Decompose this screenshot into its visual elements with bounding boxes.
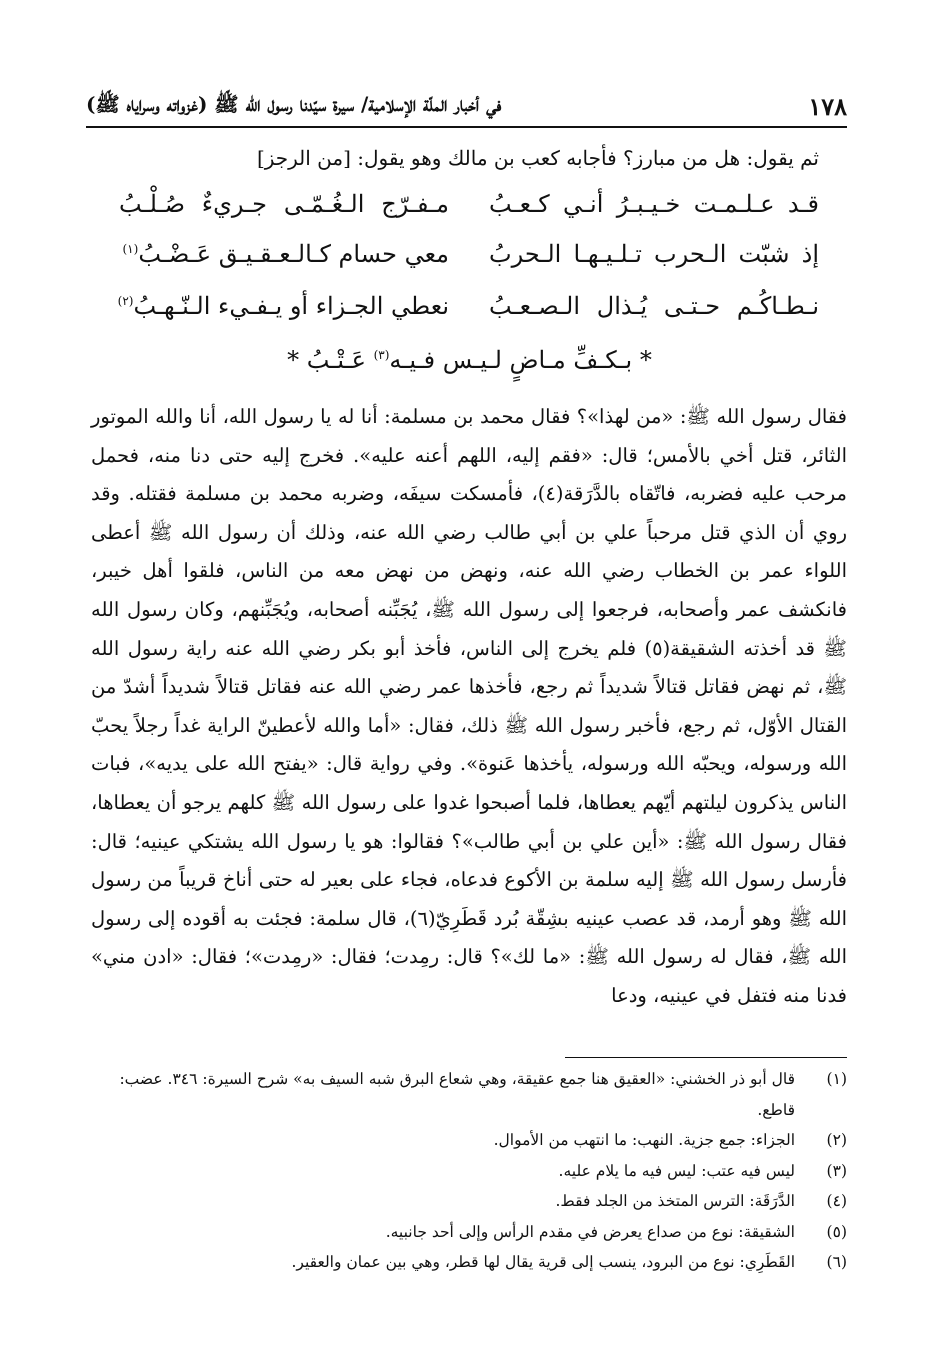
footnote-item <box>87 1064 847 1125</box>
closing-line-start: * بـكـفِّ مـاضٍ لـيـس فـيـه <box>389 346 652 374</box>
footnote-text: القَطَرِي: نوع من البرود، ينسب إلى قرية يقال لها قطر، وهي بين عمان والعقير. <box>291 1253 795 1271</box>
footnote-marker: (١) <box>122 242 139 256</box>
closing-line-end: عَـتْـبُ * <box>287 346 374 374</box>
footnote-number: (١) <box>826 1070 847 1088</box>
footnote-item <box>87 1156 847 1187</box>
main-text <box>91 398 847 1016</box>
verse-second-hemistich: مـفـرّج الـغُـمّـى جـريءٌ صُـلْـبُ <box>119 190 449 218</box>
footnote-marker: (٣) <box>373 348 390 362</box>
running-title: في أخبار الملّة الإسلامية/ سيرة سيّدنا رسول الله ﷺ (غزواته وسراياه ﷺ) <box>86 91 502 116</box>
verse-first-hemistich: نـطـاكُـم حـتـى يُـذال الـصـعـبُ <box>489 292 819 320</box>
verse-first-hemistich: قـد عـلـمـت خـيـبـرُ أنـي كـعـبُ <box>489 190 819 218</box>
poem-verse <box>119 190 819 234</box>
footnote-number: (٢) <box>826 1131 847 1149</box>
poem-verse <box>119 292 819 336</box>
footnote-number: (٤) <box>826 1192 847 1210</box>
footnotes <box>87 1064 847 1278</box>
poem-closing-line <box>0 346 939 374</box>
footnote-item <box>87 1186 847 1217</box>
poem-verse <box>119 240 819 284</box>
footnote-item <box>87 1217 847 1248</box>
body-paragraph: فقال رسول الله ﷺ: «من لهذا»؟ فقال محمد بن مسلمة: أنا له يا رسول الله، أنا والله الموتور الثائر، قتل أخي بالأمس؛ قال: «فقم إليه، اللهم أعنه عليه». فخرج إليه حتى دنا منه، فحمل مرحب عليه فضربه، فاتّقاه بالدَّرَقة(٤)، فأمسكت سيفَه، وضربه محمد بن مسلمة فقتله. وقد روي أن الذي قتل مرحباً علي بن أبي طالب رضي الله عنه، وذلك أن رسول الله ﷺ أعطى اللواء عمر بن الخطاب رضي الله عنه، ونهض من نهض معه من الناس، فلقوا أهل خيبر، فانكشف عمر وأصحابه، فرجعوا إلى رسول الله ﷺ، يُجَبِّنه أصحابه، ويُجَبِّنهم، وكان رسول الله ﷺ قد أخذته الشقيقة(٥) فلم يخرج إلى الناس، فأخذ أبو بكر رضي الله عنه راية رسول الله ﷺ، ثم نهض فقاتل قتالاً شديداً ثم رجع، فأخذها عمر رضي الله عنه فقاتل قتالاً شديداً أشدّ من القتال الأوّل، ثم رجع، فأخبر رسول الله ﷺ ذلك، فقال: «أما والله لأعطينّ الراية غداً رجلاً يحبّ الله ورسوله، ويحبّه الله ورسوله، يأخذها عَنوة». وفي رواية قال: «يفتح الله على يديه»، فبات الناس يذكرون ليلتهم أيّهم يعطاها، فلما أصبحوا غدوا على رسول الله ﷺ كلهم يرجو أن يعطاها، فقال رسول الله ﷺ: «أين علي بن أبي طالب»؟ فقالوا: هو يا رسول الله يشتكي عينيه؛ قال: فأرسل رسول الله ﷺ إليه سلمة بن الأكوع فدعاه، فجاء على بعير له حتى أناخ قريباً من رسول الله ﷺ وهو أرمد، قد عصب عينيه بشِقّة بُرد قَطَرِيّ(٦)، قال سلمة: فجئت به أقوده إلى رسول الله ﷺ، فقال له رسول الله ﷺ: «ما لك»؟ قال: رمِدت؛ فقال: «رمِدت»؛ فقال: «ادن مني» فدنا منه فتفل في عينيه، ودعا <box>91 405 847 1007</box>
footnote-text: قال أبو ذر الخشني: «العقيق هنا جمع عقيقة، وهي شعاع البرق شبه السيف به» شرح السيرة: ٣٤٦. عضب: قاطع. <box>119 1070 795 1119</box>
footnote-number: (٥) <box>826 1222 847 1241</box>
footnote-item <box>87 1247 847 1278</box>
verse-second-hemistich: نعطي الجـزاء أو يـفـيء الـنّـهـبُ <box>133 292 449 320</box>
footnote-text: الدَّرَقَة: الترس المتخذ من الجلد فقط. <box>555 1192 795 1210</box>
footnote-text: الشقيقة: نوع من صداع يعرض في مقدم الرأس وإلى أحد جانبيه. <box>385 1222 795 1241</box>
verse-second-hemistich-wrap <box>119 292 449 336</box>
verse-first-hemistich: إذ شبّت الـحرب تـلـيـهـا الـحربُ <box>489 240 819 268</box>
footnote-marker: (٢) <box>117 294 134 308</box>
footnote-text: الجزاء: جمع جزية. النهب: ما انتهب من الأموال. <box>493 1131 795 1149</box>
verse-second-hemistich: معي حسام كـالـعـقـيـق عَـضْـبُ <box>138 240 449 268</box>
footnote-separator <box>565 1057 847 1058</box>
page-header <box>86 86 847 128</box>
page-number: ١٧٨ <box>808 91 847 121</box>
footnote-number: (٣) <box>826 1161 847 1180</box>
footnote-item <box>87 1125 847 1156</box>
poem-intro-line: ثم يقول: هل من مبارز؟ فأجابه كعب بن مالك وهو يقول: [من الرجز] <box>256 146 819 170</box>
footnote-text: ليس فيه عتب: ليس فيه ما يلام عليه. <box>558 1161 795 1180</box>
verse-second-hemistich-wrap <box>119 240 449 284</box>
footnote-number: (٦) <box>826 1253 847 1271</box>
